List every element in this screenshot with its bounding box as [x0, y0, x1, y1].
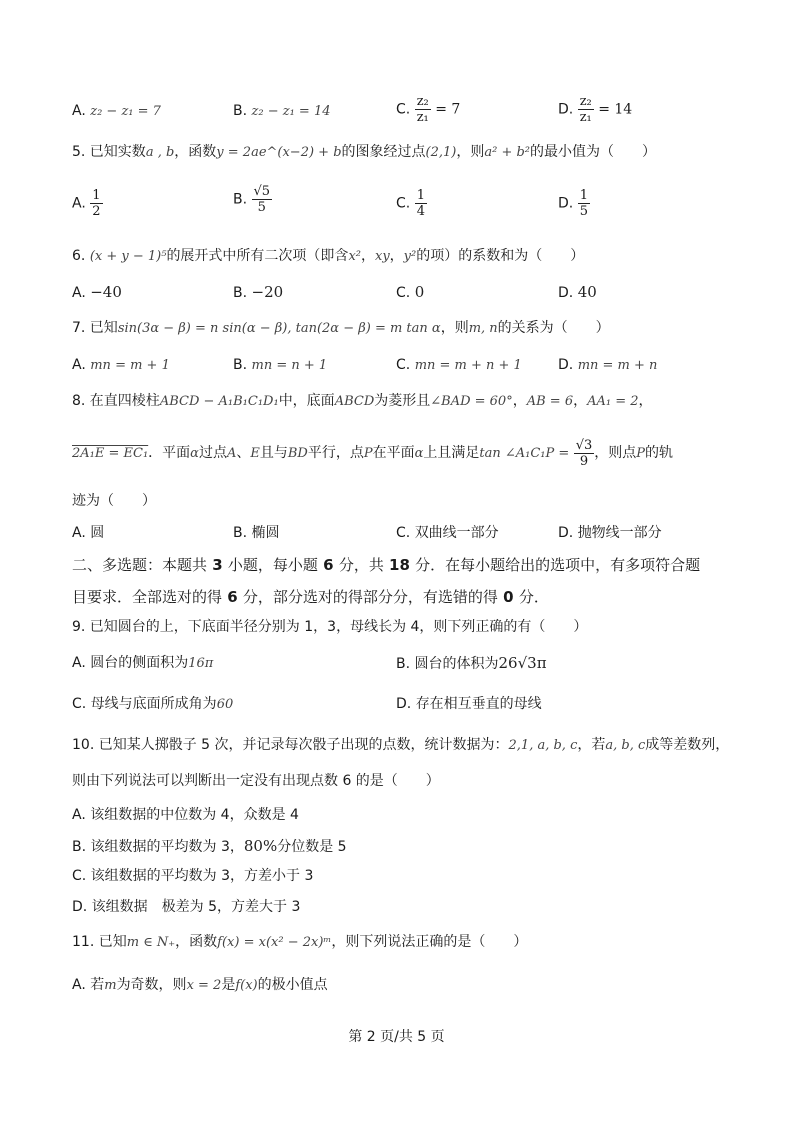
option-text: A. 若: [72, 977, 105, 993]
option-text: 的极小值点: [257, 977, 328, 993]
fraction-numerator: 1: [92, 188, 101, 203]
fraction-denominator: z₁: [416, 110, 429, 125]
math-expression: m ∈ N₊: [126, 935, 176, 950]
option-label: A.: [72, 525, 86, 541]
math-expression: ∠BAD = 60°: [430, 394, 513, 409]
math-expression: α: [190, 446, 199, 461]
fraction-numerator: √3: [575, 437, 593, 453]
heading-text: 分，共: [338, 556, 384, 574]
math-expression: mn = m + 1: [90, 358, 170, 373]
fraction: [252, 184, 273, 215]
q6-option-b: [233, 282, 283, 303]
option-text: 双曲线一部分: [414, 525, 499, 541]
fraction: [415, 188, 427, 219]
stem-text: 、: [236, 445, 251, 461]
math-expression: y²: [403, 249, 417, 264]
q7-option-c: [396, 355, 522, 376]
option-label: B.: [396, 656, 411, 672]
stem-text: 的项）的系数和为（ ）: [416, 248, 585, 264]
fraction-numerator: √5: [253, 184, 271, 199]
heading-number: 6: [222, 588, 243, 606]
stem-text: ．平面: [148, 445, 191, 461]
question-10-stem-line1: [72, 735, 729, 756]
q7-option-a: [72, 355, 170, 376]
stem-text: ，函数: [174, 144, 217, 160]
q8-option-d: [558, 523, 662, 543]
q9-option-b: [396, 653, 547, 674]
q8-option-c: [396, 523, 499, 543]
q4-option-b: [233, 101, 331, 122]
stem-text: 上且满足: [423, 445, 480, 461]
heading-number: 3: [207, 556, 228, 574]
stem-text: ，: [638, 393, 653, 409]
option-text: 是: [221, 977, 236, 993]
q8-option-b: [233, 523, 280, 543]
heading-text: 目要求．全部选对的得: [72, 588, 223, 606]
q10-option-a: [72, 805, 299, 825]
stem-text: 为菱形且: [374, 393, 431, 409]
option-label: B.: [233, 103, 248, 119]
heading-number: 6: [317, 556, 339, 574]
option-text: 椭圆: [251, 525, 280, 541]
math-expression: tan ∠A₁C₁P =: [479, 446, 570, 461]
stem-text: ，则下列说法正确的是（ ）: [331, 934, 528, 950]
math-expression: f(x): [235, 978, 258, 993]
math-expression: P: [363, 446, 373, 461]
fraction: [574, 438, 595, 469]
question-8-stem-line2: [72, 436, 673, 471]
math-expression: x²: [348, 249, 361, 264]
option-label: C.: [396, 525, 411, 541]
option-text: 分位数是 5: [277, 839, 347, 855]
math-expression: m: [104, 978, 117, 993]
heading-text: 分．: [518, 588, 549, 606]
stem-text: ，则: [440, 320, 469, 336]
q9-option-d: [396, 694, 542, 714]
stem-text: ，若: [577, 737, 606, 753]
stem-text: 且与: [259, 445, 288, 461]
option-label: B.: [233, 357, 248, 373]
option-label: B.: [233, 191, 248, 208]
q5-option-c: [396, 188, 427, 219]
stem-text: ，: [573, 393, 588, 409]
stem-text: 在平面: [372, 445, 415, 461]
stem-text: 的关系为（ ）: [497, 320, 610, 336]
stem-text: 中，底面: [278, 393, 335, 409]
math-expression: AB = 6: [526, 394, 574, 409]
question-8-stem-line3: [72, 491, 156, 511]
math-expression: α: [414, 446, 424, 461]
q8-option-a: [72, 523, 104, 543]
math-expression: 60: [216, 697, 234, 712]
math-expression: ABCD − A₁B₁C₁D₁: [159, 394, 279, 409]
fraction-numerator: 1: [416, 188, 425, 203]
math-expression: P: [636, 446, 646, 461]
heading-text: 分．在每小题给出的选项中，有多项符合题: [415, 556, 701, 574]
stem-text: 平行，点: [307, 445, 364, 461]
fraction-denominator: 2: [92, 204, 101, 219]
option-text: 抛物线一部分: [577, 525, 662, 541]
option-text: D. 该组数据 极差为 5，方差大于 3: [72, 899, 301, 915]
question-9-stem: [72, 617, 587, 637]
q10-option-b: [72, 836, 347, 857]
math-expression: mn = m + n + 1: [414, 358, 522, 373]
q9-option-c: [72, 694, 233, 715]
math-expression: E: [250, 446, 260, 461]
math-expression: a , b: [145, 145, 175, 160]
math-expression: z₂ − z₁ = 7: [90, 104, 161, 119]
stem-text: ，则点: [594, 445, 637, 461]
option-label: D.: [558, 285, 574, 301]
fraction-numerator: 1: [579, 188, 588, 203]
stem-text: 成等差数列，: [645, 737, 730, 753]
math-expression: f(x) = x(x² − 2x)ᵐ: [217, 935, 332, 950]
option-label: D.: [558, 195, 574, 212]
option-label: D.: [558, 357, 574, 373]
option-label: D.: [558, 525, 574, 541]
stem-text: 的最小值为（ ）: [530, 144, 657, 160]
math-expression: x = 2: [186, 978, 222, 993]
stem-text: ，: [360, 248, 375, 264]
stem-text: 11. 已知: [72, 934, 127, 950]
math-expression: AA₁ = 2: [587, 394, 639, 409]
stem-text: 的展开式中所有二次项（即含: [166, 248, 349, 264]
stem-text: ，: [389, 248, 404, 264]
q10-option-d: [72, 897, 300, 917]
math-expression: = 14: [598, 101, 633, 118]
math-expression: 80%: [243, 837, 278, 855]
fraction: [578, 188, 590, 219]
option-text: 圆: [90, 525, 105, 541]
q5-option-d: [558, 188, 590, 219]
stem-text: 10. 已知某人掷骰子 5 次，并记录每次骰子出现的点数，统计数据为：: [72, 737, 509, 753]
fraction: [415, 94, 431, 125]
fraction-denominator: 9: [579, 453, 589, 469]
question-6-stem: [72, 246, 584, 267]
page-number-footer: 第 2 页/共 5 页: [348, 1029, 445, 1045]
question-11-stem: [72, 932, 527, 953]
option-label: A.: [72, 357, 86, 373]
math-expression: xy: [374, 249, 390, 264]
stem-text: ，函数: [175, 934, 218, 950]
fraction: [578, 94, 594, 125]
option-text: C. 该组数据的平均数为 3，方差小于 3: [72, 868, 314, 884]
math-expression: z₂ − z₁ = 14: [251, 104, 331, 119]
fraction: [90, 188, 102, 219]
vector-expression: 2A₁E = EC₁: [72, 446, 149, 461]
option-value: −40: [90, 283, 122, 301]
stem-text: ，则: [456, 144, 485, 160]
option-label: A.: [72, 285, 86, 301]
q9-option-a: [72, 653, 213, 674]
option-label: C.: [396, 101, 411, 118]
q11-option-a: [72, 975, 328, 996]
option-label: A.: [72, 103, 86, 119]
math-expression: mn = m + n: [577, 358, 658, 373]
math-expression: sin(3α − β) = n sin(α − β), tan(2α − β) = m tan α: [117, 321, 441, 336]
stem-text: 7. 已知: [72, 320, 118, 336]
stem-text: 5. 已知实数: [72, 144, 146, 160]
fraction-denominator: 5: [579, 204, 588, 219]
fraction-denominator: z₁: [579, 110, 592, 125]
option-label: C.: [396, 357, 411, 373]
math-expression: 16π: [188, 656, 214, 671]
fraction-denominator: 5: [257, 200, 266, 215]
question-5-stem: [72, 142, 656, 163]
math-expression: a² + b²: [484, 145, 531, 160]
stem-text: 的轨: [645, 445, 674, 461]
option-label: C.: [396, 195, 411, 212]
option-value: −20: [251, 283, 284, 301]
option-label: B.: [233, 285, 248, 301]
option-label: C.: [396, 285, 411, 301]
option-label: A.: [72, 655, 86, 671]
section-2-heading-line1: [72, 552, 700, 578]
q6-option-c: [396, 282, 424, 303]
option-label: A.: [72, 195, 86, 212]
math-expression: y = 2ae^(x−2) + b: [216, 145, 342, 160]
q7-option-b: [233, 355, 327, 376]
question-7-stem: [72, 318, 610, 339]
stem-text: 6.: [72, 248, 86, 264]
option-text: A. 该组数据的中位数为 4，众数是 4: [72, 807, 299, 823]
option-text: 为奇数，则: [116, 977, 187, 993]
option-label: D.: [558, 101, 574, 118]
option-text: 圆台的侧面积为: [90, 655, 189, 671]
heading-text: 分，部分选对的得部分分，有选错的得: [242, 588, 498, 606]
heading-number: 18: [383, 556, 416, 574]
fraction-numerator: z₂: [416, 94, 429, 109]
math-expression: A: [226, 446, 237, 461]
option-label: B.: [233, 525, 248, 541]
section-2-heading-line2: [72, 584, 549, 610]
math-expression: ABCD: [334, 394, 375, 409]
stem-text: 迹为（ ）: [72, 493, 156, 509]
q4-option-d: [558, 94, 632, 125]
q4-option-c: [396, 94, 460, 125]
math-expression: 26√3π: [498, 654, 547, 672]
option-value: 40: [577, 283, 597, 301]
option-text: 母线与底面所成角为: [90, 696, 217, 712]
option-label: D.: [396, 696, 412, 712]
math-expression: = 7: [435, 101, 461, 118]
q6-option-a: [72, 282, 122, 303]
math-expression: (2,1): [425, 145, 457, 160]
question-8-stem-line1: [72, 391, 653, 412]
q5-option-a: [72, 188, 103, 219]
stem-text: ，: [512, 393, 527, 409]
heading-text: 二、多选题：本题共: [72, 556, 208, 574]
math-expression: mn = n + 1: [251, 358, 328, 373]
math-expression: BD: [287, 446, 308, 461]
heading-text: 小题，每小题: [227, 556, 318, 574]
math-expression: 2,1, a, b, c: [508, 738, 578, 753]
option-text: 存在相互垂直的母线: [415, 696, 542, 712]
option-label: C.: [72, 696, 87, 712]
option-text: B. 该组数据的平均数为 3，: [72, 839, 244, 855]
stem-text: 8. 在直四棱柱: [72, 393, 160, 409]
option-text: 圆台的体积为: [414, 656, 499, 672]
math-expression: a, b, c: [605, 738, 646, 753]
stem-text: 则由下列说法可以判断出一定没有出现点数 6 的是（ ）: [72, 773, 440, 789]
math-expression: m, n: [468, 321, 498, 336]
q4-option-a: [72, 101, 161, 122]
question-10-stem-line2: [72, 771, 440, 791]
q6-option-d: [558, 282, 597, 303]
stem-text: 过点: [198, 445, 227, 461]
stem-text: 的图象经过点: [341, 144, 426, 160]
q10-option-c: [72, 866, 313, 886]
option-value: 0: [414, 283, 425, 301]
heading-number: 0: [497, 588, 519, 606]
q5-option-b: [233, 184, 272, 215]
math-expression: (x + y − 1)⁵: [89, 249, 167, 264]
fraction-numerator: z₂: [579, 94, 592, 109]
q7-option-d: [558, 355, 657, 376]
stem-text: 9. 已知圆台的上，下底面半径分别为 1，3，母线长为 4，则下列正确的有（ ）: [72, 619, 588, 635]
fraction-denominator: 4: [416, 204, 425, 219]
